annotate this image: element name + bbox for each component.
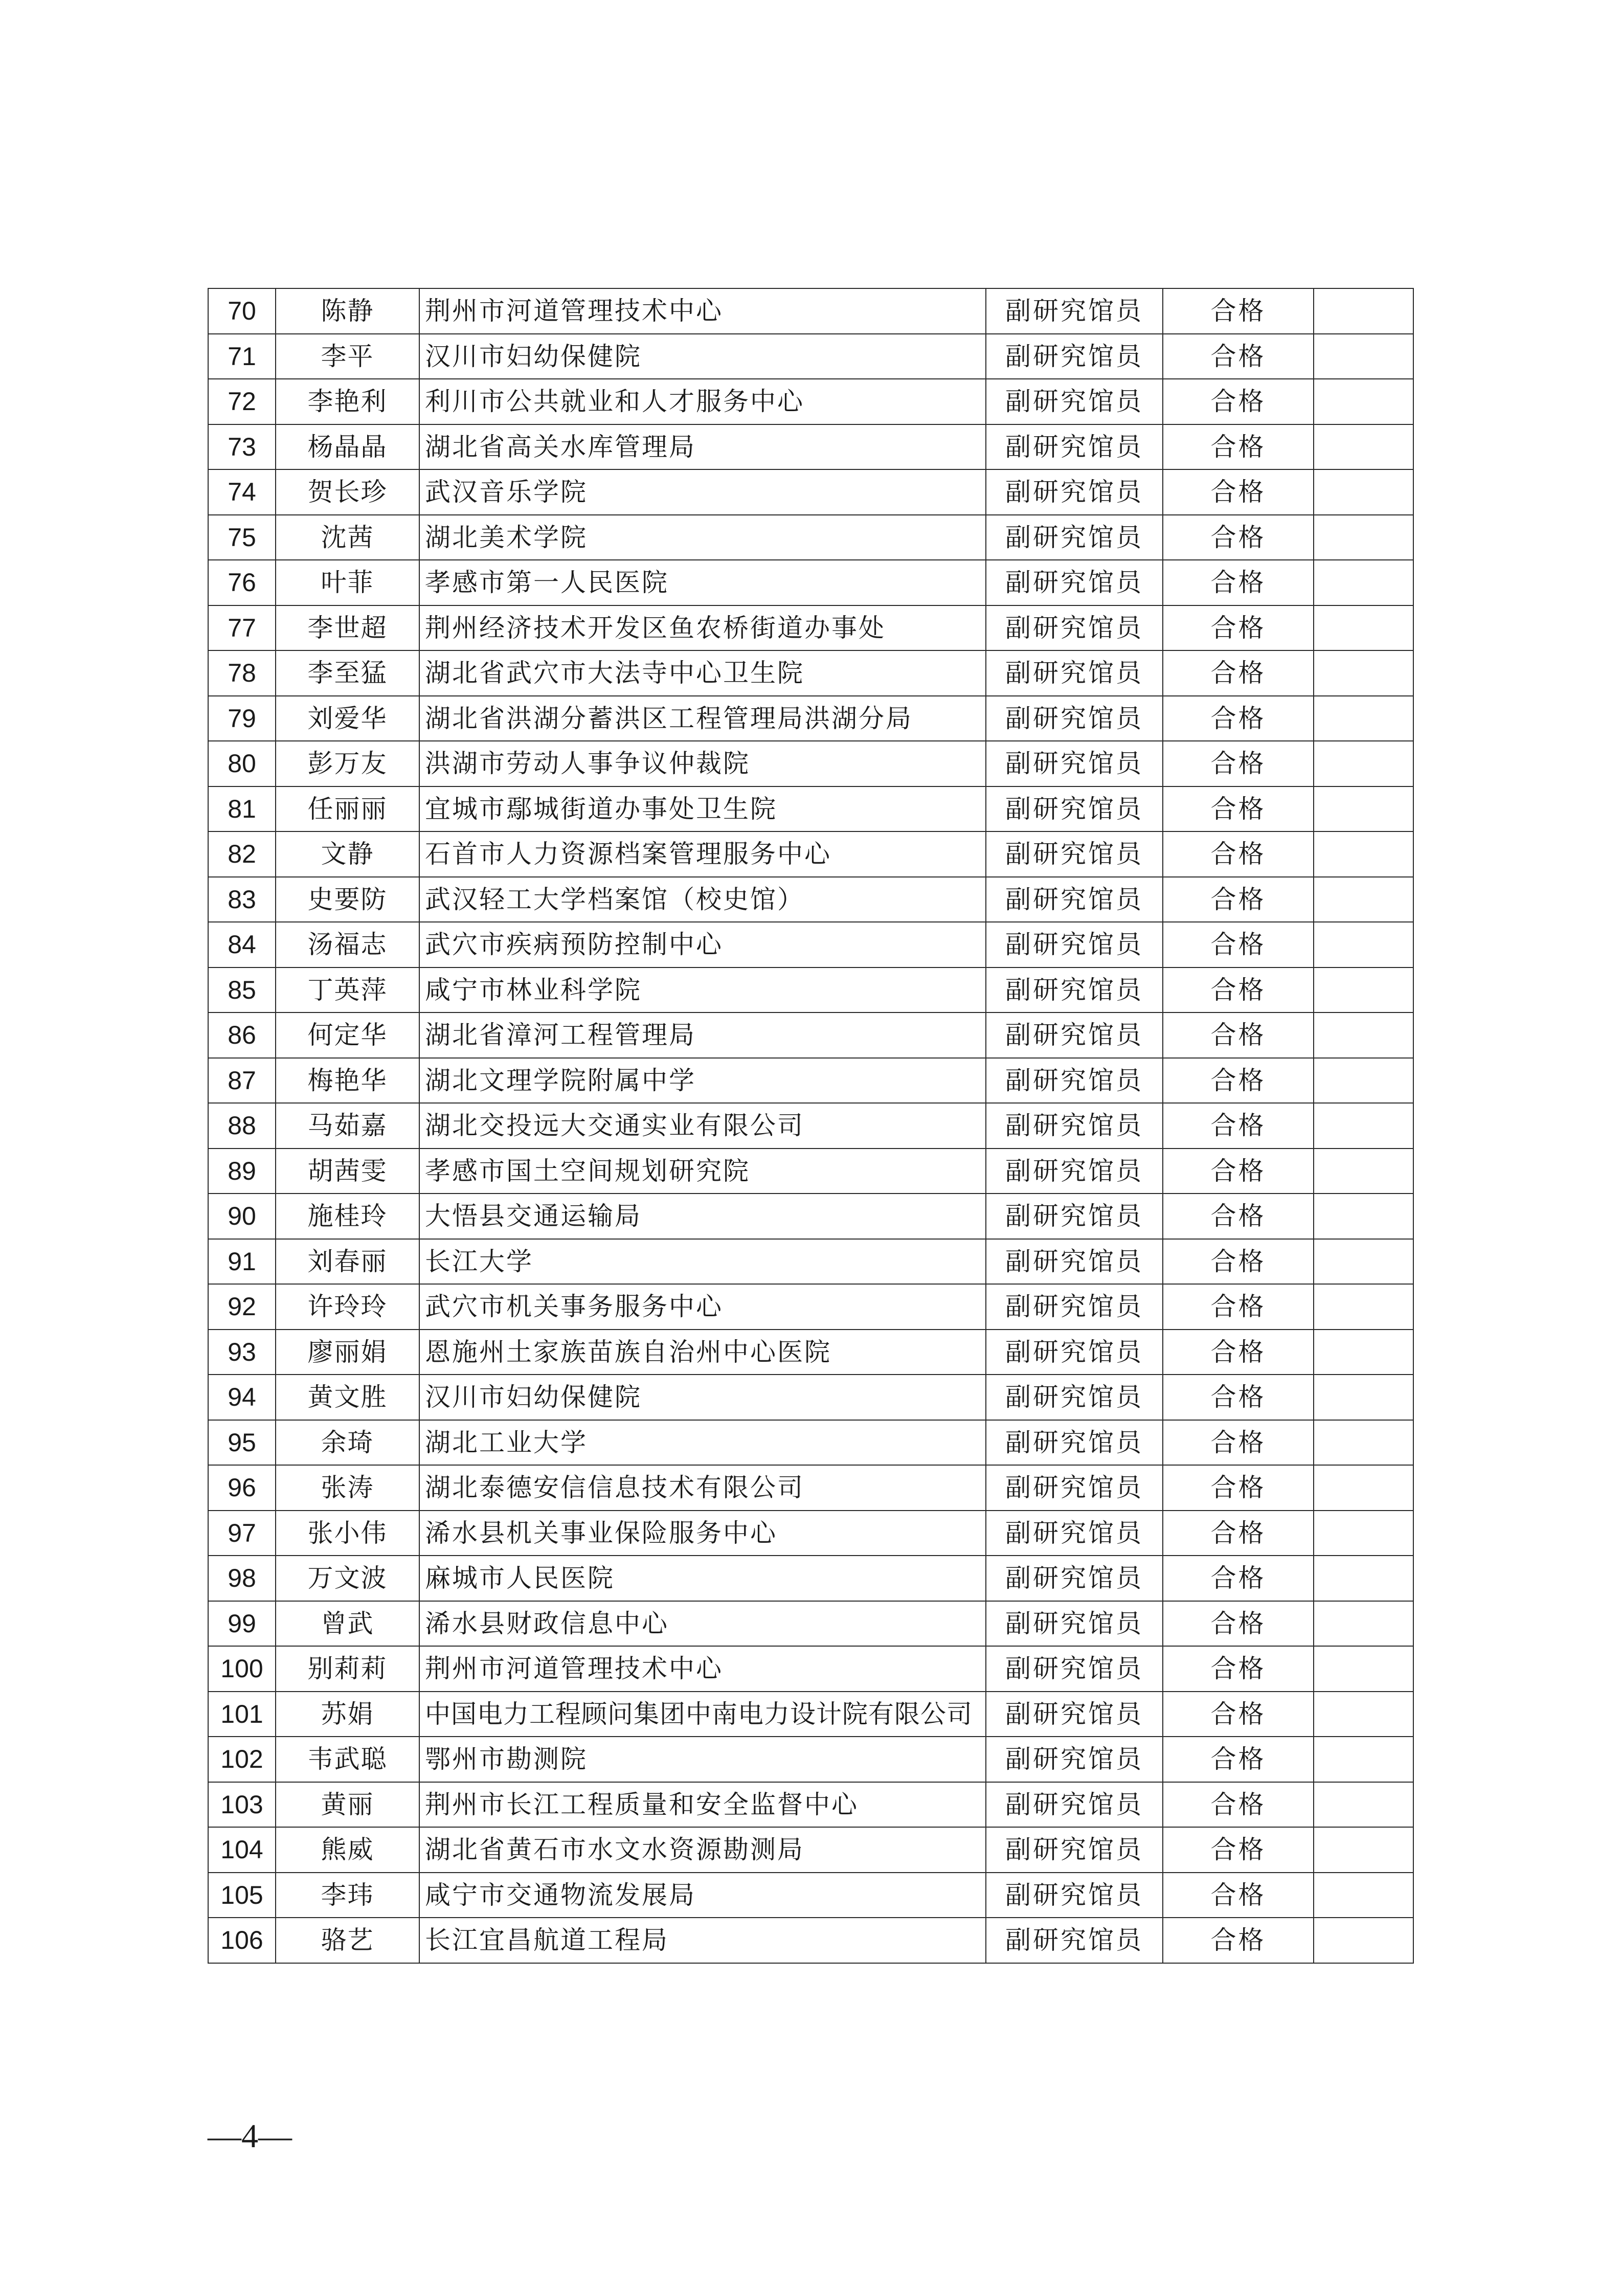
- row-number-cell: 85: [208, 967, 276, 1013]
- job-title-cell: 副研究馆员: [986, 696, 1163, 741]
- row-number-cell: 86: [208, 1012, 276, 1058]
- review-result-cell: 合格: [1163, 1511, 1314, 1556]
- table-row: [208, 1692, 1413, 1737]
- person-name-cell: 何定华: [276, 1012, 419, 1058]
- person-name-cell: 李世超: [276, 605, 419, 651]
- job-title-cell: 副研究馆员: [986, 469, 1163, 515]
- work-unit-cell: 湖北泰德安信信息技术有限公司: [419, 1465, 986, 1511]
- person-name-cell: 刘爱华: [276, 696, 419, 741]
- table-row: [208, 334, 1413, 379]
- review-result-cell: 合格: [1163, 1284, 1314, 1330]
- row-number-cell: 84: [208, 922, 276, 967]
- job-title-cell: 副研究馆员: [986, 1375, 1163, 1420]
- person-name-cell: 熊威: [276, 1827, 419, 1873]
- work-unit-cell: 中国电力工程顾问集团中南电力设计院有限公司: [419, 1692, 986, 1737]
- person-name-cell: 杨晶晶: [276, 424, 419, 470]
- remark-cell: [1314, 1601, 1413, 1647]
- table-row: [208, 1511, 1413, 1556]
- job-title-cell: 副研究馆员: [986, 1058, 1163, 1104]
- remark-cell: [1314, 1511, 1413, 1556]
- person-name-cell: 曾武: [276, 1601, 419, 1647]
- remark-cell: [1314, 515, 1413, 560]
- review-result-cell: 合格: [1163, 1012, 1314, 1058]
- row-number-cell: 88: [208, 1103, 276, 1149]
- person-name-cell: 许玲玲: [276, 1284, 419, 1330]
- table-row: [208, 288, 1413, 334]
- remark-cell: [1314, 1284, 1413, 1330]
- job-title-cell: 副研究馆员: [986, 1556, 1163, 1601]
- table-row: [208, 1873, 1413, 1918]
- person-name-cell: 梅艳华: [276, 1058, 419, 1104]
- person-name-cell: 黄文胜: [276, 1375, 419, 1420]
- review-result-cell: 合格: [1163, 1556, 1314, 1601]
- review-result-cell: 合格: [1163, 1782, 1314, 1828]
- remark-cell: [1314, 650, 1413, 696]
- table-row: [208, 1465, 1413, 1511]
- remark-cell: [1314, 786, 1413, 832]
- row-number-cell: 102: [208, 1737, 276, 1782]
- row-number-cell: 77: [208, 605, 276, 651]
- row-number-cell: 97: [208, 1511, 276, 1556]
- person-name-cell: 李玮: [276, 1873, 419, 1918]
- person-name-cell: 叶菲: [276, 560, 419, 605]
- work-unit-cell: 恩施州土家族苗族自治州中心医院: [419, 1330, 986, 1375]
- remark-cell: [1314, 1012, 1413, 1058]
- work-unit-cell: 湖北省洪湖分蓄洪区工程管理局洪湖分局: [419, 696, 986, 741]
- job-title-cell: 副研究馆员: [986, 1465, 1163, 1511]
- work-unit-cell: 浠水县财政信息中心: [419, 1601, 986, 1647]
- review-result-cell: 合格: [1163, 469, 1314, 515]
- row-number-cell: 101: [208, 1692, 276, 1737]
- table-row: [208, 1918, 1413, 1963]
- job-title-cell: 副研究馆员: [986, 1873, 1163, 1918]
- remark-cell: [1314, 560, 1413, 605]
- person-name-cell: 韦武聪: [276, 1737, 419, 1782]
- work-unit-cell: 湖北交投远大交通实业有限公司: [419, 1103, 986, 1149]
- table-row: [208, 1556, 1413, 1601]
- work-unit-cell: 长江宜昌航道工程局: [419, 1918, 986, 1963]
- person-name-cell: 张涛: [276, 1465, 419, 1511]
- row-number-cell: 87: [208, 1058, 276, 1104]
- person-name-cell: 马茹嘉: [276, 1103, 419, 1149]
- job-title-cell: 副研究馆员: [986, 1601, 1163, 1647]
- table-row: [208, 1058, 1413, 1104]
- table-row: [208, 469, 1413, 515]
- row-number-cell: 76: [208, 560, 276, 605]
- row-number-cell: 78: [208, 650, 276, 696]
- row-number-cell: 75: [208, 515, 276, 560]
- work-unit-cell: 湖北美术学院: [419, 515, 986, 560]
- person-name-cell: 李平: [276, 334, 419, 379]
- work-unit-cell: 荆州经济技术开发区鱼农桥街道办事处: [419, 605, 986, 651]
- review-result-cell: 合格: [1163, 334, 1314, 379]
- person-name-cell: 丁英萍: [276, 967, 419, 1013]
- remark-cell: [1314, 967, 1413, 1013]
- person-name-cell: 万文波: [276, 1556, 419, 1601]
- remark-cell: [1314, 1692, 1413, 1737]
- work-unit-cell: 武汉轻工大学档案馆（校史馆）: [419, 877, 986, 922]
- review-result-cell: 合格: [1163, 560, 1314, 605]
- work-unit-cell: 麻城市人民医院: [419, 1556, 986, 1601]
- remark-cell: [1314, 741, 1413, 786]
- person-name-cell: 黄丽: [276, 1782, 419, 1828]
- row-number-cell: 105: [208, 1873, 276, 1918]
- remark-cell: [1314, 1375, 1413, 1420]
- review-result-cell: 合格: [1163, 696, 1314, 741]
- table-row: [208, 1782, 1413, 1828]
- row-number-cell: 74: [208, 469, 276, 515]
- table-row: [208, 1284, 1413, 1330]
- remark-cell: [1314, 605, 1413, 651]
- job-title-cell: 副研究馆员: [986, 831, 1163, 877]
- person-name-cell: 李艳利: [276, 379, 419, 424]
- review-result-cell: 合格: [1163, 424, 1314, 470]
- job-title-cell: 副研究馆员: [986, 922, 1163, 967]
- remark-cell: [1314, 1465, 1413, 1511]
- remark-cell: [1314, 877, 1413, 922]
- review-result-cell: 合格: [1163, 1873, 1314, 1918]
- table-row: [208, 696, 1413, 741]
- work-unit-cell: 洪湖市劳动人事争议仲裁院: [419, 741, 986, 786]
- job-title-cell: 副研究馆员: [986, 1692, 1163, 1737]
- review-result-cell: 合格: [1163, 1103, 1314, 1149]
- row-number-cell: 83: [208, 877, 276, 922]
- row-number-cell: 95: [208, 1420, 276, 1466]
- work-unit-cell: 武穴市疾病预防控制中心: [419, 922, 986, 967]
- row-number-cell: 103: [208, 1782, 276, 1828]
- job-title-cell: 副研究馆员: [986, 379, 1163, 424]
- work-unit-cell: 湖北省漳河工程管理局: [419, 1012, 986, 1058]
- remark-cell: [1314, 831, 1413, 877]
- row-number-cell: 92: [208, 1284, 276, 1330]
- person-name-cell: 贺长珍: [276, 469, 419, 515]
- job-title-cell: 副研究馆员: [986, 1239, 1163, 1285]
- work-unit-cell: 大悟县交通运输局: [419, 1194, 986, 1239]
- job-title-cell: 副研究馆员: [986, 1194, 1163, 1239]
- row-number-cell: 106: [208, 1918, 276, 1963]
- remark-cell: [1314, 922, 1413, 967]
- remark-cell: [1314, 1058, 1413, 1104]
- review-result-cell: 合格: [1163, 1465, 1314, 1511]
- work-unit-cell: 宜城市鄢城街道办事处卫生院: [419, 786, 986, 832]
- remark-cell: [1314, 1782, 1413, 1828]
- remark-cell: [1314, 1330, 1413, 1375]
- table-row: [208, 967, 1413, 1013]
- table-row: [208, 1149, 1413, 1194]
- work-unit-cell: 浠水县机关事业保险服务中心: [419, 1511, 986, 1556]
- remark-cell: [1314, 1827, 1413, 1873]
- review-result-cell: 合格: [1163, 741, 1314, 786]
- remark-cell: [1314, 1149, 1413, 1194]
- work-unit-cell: 荆州市长江工程质量和安全监督中心: [419, 1782, 986, 1828]
- review-result-cell: 合格: [1163, 605, 1314, 651]
- row-number-cell: 71: [208, 334, 276, 379]
- row-number-cell: 99: [208, 1601, 276, 1647]
- review-result-cell: 合格: [1163, 1239, 1314, 1285]
- review-result-cell: 合格: [1163, 1330, 1314, 1375]
- review-result-cell: 合格: [1163, 967, 1314, 1013]
- remark-cell: [1314, 469, 1413, 515]
- work-unit-cell: 湖北省武穴市大法寺中心卫生院: [419, 650, 986, 696]
- work-unit-cell: 武穴市机关事务服务中心: [419, 1284, 986, 1330]
- review-result-cell: 合格: [1163, 1149, 1314, 1194]
- review-result-cell: 合格: [1163, 1058, 1314, 1104]
- job-title-cell: 副研究馆员: [986, 424, 1163, 470]
- remark-cell: [1314, 379, 1413, 424]
- job-title-cell: 副研究馆员: [986, 786, 1163, 832]
- row-number-cell: 96: [208, 1465, 276, 1511]
- job-title-cell: 副研究馆员: [986, 1646, 1163, 1692]
- row-number-cell: 82: [208, 831, 276, 877]
- remark-cell: [1314, 1239, 1413, 1285]
- person-name-cell: 廖丽娟: [276, 1330, 419, 1375]
- table-row: [208, 831, 1413, 877]
- review-result-cell: 合格: [1163, 922, 1314, 967]
- job-title-cell: 副研究馆员: [986, 650, 1163, 696]
- work-unit-cell: 咸宁市交通物流发展局: [419, 1873, 986, 1918]
- table-row: [208, 1646, 1413, 1692]
- review-result-cell: 合格: [1163, 650, 1314, 696]
- job-title-cell: 副研究馆员: [986, 288, 1163, 334]
- job-title-cell: 副研究馆员: [986, 1511, 1163, 1556]
- row-number-cell: 72: [208, 379, 276, 424]
- table-row: [208, 877, 1413, 922]
- row-number-cell: 90: [208, 1194, 276, 1239]
- person-name-cell: 苏娟: [276, 1692, 419, 1737]
- row-number-cell: 79: [208, 696, 276, 741]
- person-name-cell: 骆艺: [276, 1918, 419, 1963]
- review-result-cell: 合格: [1163, 877, 1314, 922]
- work-unit-cell: 荆州市河道管理技术中心: [419, 1646, 986, 1692]
- review-result-cell: 合格: [1163, 288, 1314, 334]
- remark-cell: [1314, 1556, 1413, 1601]
- review-result-cell: 合格: [1163, 1646, 1314, 1692]
- person-name-cell: 胡茜雯: [276, 1149, 419, 1194]
- work-unit-cell: 石首市人力资源档案管理服务中心: [419, 831, 986, 877]
- review-result-cell: 合格: [1163, 1601, 1314, 1647]
- page-number: —4—: [208, 2118, 292, 2155]
- row-number-cell: 73: [208, 424, 276, 470]
- table-row: [208, 515, 1413, 560]
- row-number-cell: 91: [208, 1239, 276, 1285]
- work-unit-cell: 利川市公共就业和人才服务中心: [419, 379, 986, 424]
- work-unit-cell: 汉川市妇幼保健院: [419, 334, 986, 379]
- table-row: [208, 1827, 1413, 1873]
- job-title-cell: 副研究馆员: [986, 515, 1163, 560]
- row-number-cell: 89: [208, 1149, 276, 1194]
- person-name-cell: 史要防: [276, 877, 419, 922]
- person-name-cell: 张小伟: [276, 1511, 419, 1556]
- row-number-cell: 98: [208, 1556, 276, 1601]
- person-name-cell: 刘春丽: [276, 1239, 419, 1285]
- job-title-cell: 副研究馆员: [986, 560, 1163, 605]
- table-row: [208, 1103, 1413, 1149]
- remark-cell: [1314, 334, 1413, 379]
- table-row: [208, 1737, 1413, 1782]
- review-result-cell: 合格: [1163, 786, 1314, 832]
- row-number-cell: 80: [208, 741, 276, 786]
- review-result-cell: 合格: [1163, 831, 1314, 877]
- job-title-cell: 副研究馆员: [986, 1827, 1163, 1873]
- job-title-cell: 副研究馆员: [986, 1284, 1163, 1330]
- table-row: [208, 650, 1413, 696]
- review-result-cell: 合格: [1163, 1420, 1314, 1466]
- remark-cell: [1314, 696, 1413, 741]
- review-result-cell: 合格: [1163, 1194, 1314, 1239]
- table-row: [208, 1194, 1413, 1239]
- work-unit-cell: 鄂州市勘测院: [419, 1737, 986, 1782]
- table-row: [208, 1420, 1413, 1466]
- person-name-cell: 别莉莉: [276, 1646, 419, 1692]
- review-result-cell: 合格: [1163, 1827, 1314, 1873]
- table-row: [208, 786, 1413, 832]
- table-body: [208, 288, 1413, 1963]
- remark-cell: [1314, 424, 1413, 470]
- person-name-cell: 余琦: [276, 1420, 419, 1466]
- job-title-cell: 副研究馆员: [986, 1012, 1163, 1058]
- row-number-cell: 104: [208, 1827, 276, 1873]
- person-name-cell: 施桂玲: [276, 1194, 419, 1239]
- job-title-cell: 副研究馆员: [986, 334, 1163, 379]
- review-result-cell: 合格: [1163, 1692, 1314, 1737]
- remark-cell: [1314, 1873, 1413, 1918]
- table-row: [208, 560, 1413, 605]
- work-unit-cell: 荆州市河道管理技术中心: [419, 288, 986, 334]
- work-unit-cell: 武汉音乐学院: [419, 469, 986, 515]
- review-result-cell: 合格: [1163, 1737, 1314, 1782]
- job-title-cell: 副研究馆员: [986, 1103, 1163, 1149]
- row-number-cell: 70: [208, 288, 276, 334]
- work-unit-cell: 孝感市国土空间规划研究院: [419, 1149, 986, 1194]
- results-table: [208, 288, 1414, 1964]
- job-title-cell: 副研究馆员: [986, 1737, 1163, 1782]
- remark-cell: [1314, 1918, 1413, 1963]
- person-name-cell: 彭万友: [276, 741, 419, 786]
- work-unit-cell: 孝感市第一人民医院: [419, 560, 986, 605]
- job-title-cell: 副研究馆员: [986, 1420, 1163, 1466]
- person-name-cell: 汤福志: [276, 922, 419, 967]
- person-name-cell: 文静: [276, 831, 419, 877]
- remark-cell: [1314, 1103, 1413, 1149]
- job-title-cell: 副研究馆员: [986, 1149, 1163, 1194]
- job-title-cell: 副研究馆员: [986, 877, 1163, 922]
- work-unit-cell: 湖北工业大学: [419, 1420, 986, 1466]
- work-unit-cell: 长江大学: [419, 1239, 986, 1285]
- work-unit-cell: 湖北文理学院附属中学: [419, 1058, 986, 1104]
- person-name-cell: 沈茜: [276, 515, 419, 560]
- table-row: [208, 922, 1413, 967]
- review-result-cell: 合格: [1163, 1918, 1314, 1963]
- review-result-cell: 合格: [1163, 515, 1314, 560]
- work-unit-cell: 湖北省高关水库管理局: [419, 424, 986, 470]
- remark-cell: [1314, 288, 1413, 334]
- table-row: [208, 605, 1413, 651]
- table-row: [208, 1601, 1413, 1647]
- work-unit-cell: 湖北省黄石市水文水资源勘测局: [419, 1827, 986, 1873]
- remark-cell: [1314, 1737, 1413, 1782]
- job-title-cell: 副研究馆员: [986, 1330, 1163, 1375]
- job-title-cell: 副研究馆员: [986, 741, 1163, 786]
- person-name-cell: 任丽丽: [276, 786, 419, 832]
- table-row: [208, 741, 1413, 786]
- review-result-cell: 合格: [1163, 1375, 1314, 1420]
- person-name-cell: 陈静: [276, 288, 419, 334]
- person-name-cell: 李至猛: [276, 650, 419, 696]
- job-title-cell: 副研究馆员: [986, 1918, 1163, 1963]
- table-row: [208, 1375, 1413, 1420]
- job-title-cell: 副研究馆员: [986, 967, 1163, 1013]
- table-row: [208, 379, 1413, 424]
- row-number-cell: 93: [208, 1330, 276, 1375]
- table-row: [208, 1330, 1413, 1375]
- row-number-cell: 94: [208, 1375, 276, 1420]
- job-title-cell: 副研究馆员: [986, 605, 1163, 651]
- review-result-cell: 合格: [1163, 379, 1314, 424]
- remark-cell: [1314, 1420, 1413, 1466]
- work-unit-cell: 咸宁市林业科学院: [419, 967, 986, 1013]
- remark-cell: [1314, 1194, 1413, 1239]
- table-row: [208, 1239, 1413, 1285]
- row-number-cell: 81: [208, 786, 276, 832]
- remark-cell: [1314, 1646, 1413, 1692]
- table-row: [208, 424, 1413, 470]
- table-row: [208, 1012, 1413, 1058]
- job-title-cell: 副研究馆员: [986, 1782, 1163, 1828]
- work-unit-cell: 汉川市妇幼保健院: [419, 1375, 986, 1420]
- row-number-cell: 100: [208, 1646, 276, 1692]
